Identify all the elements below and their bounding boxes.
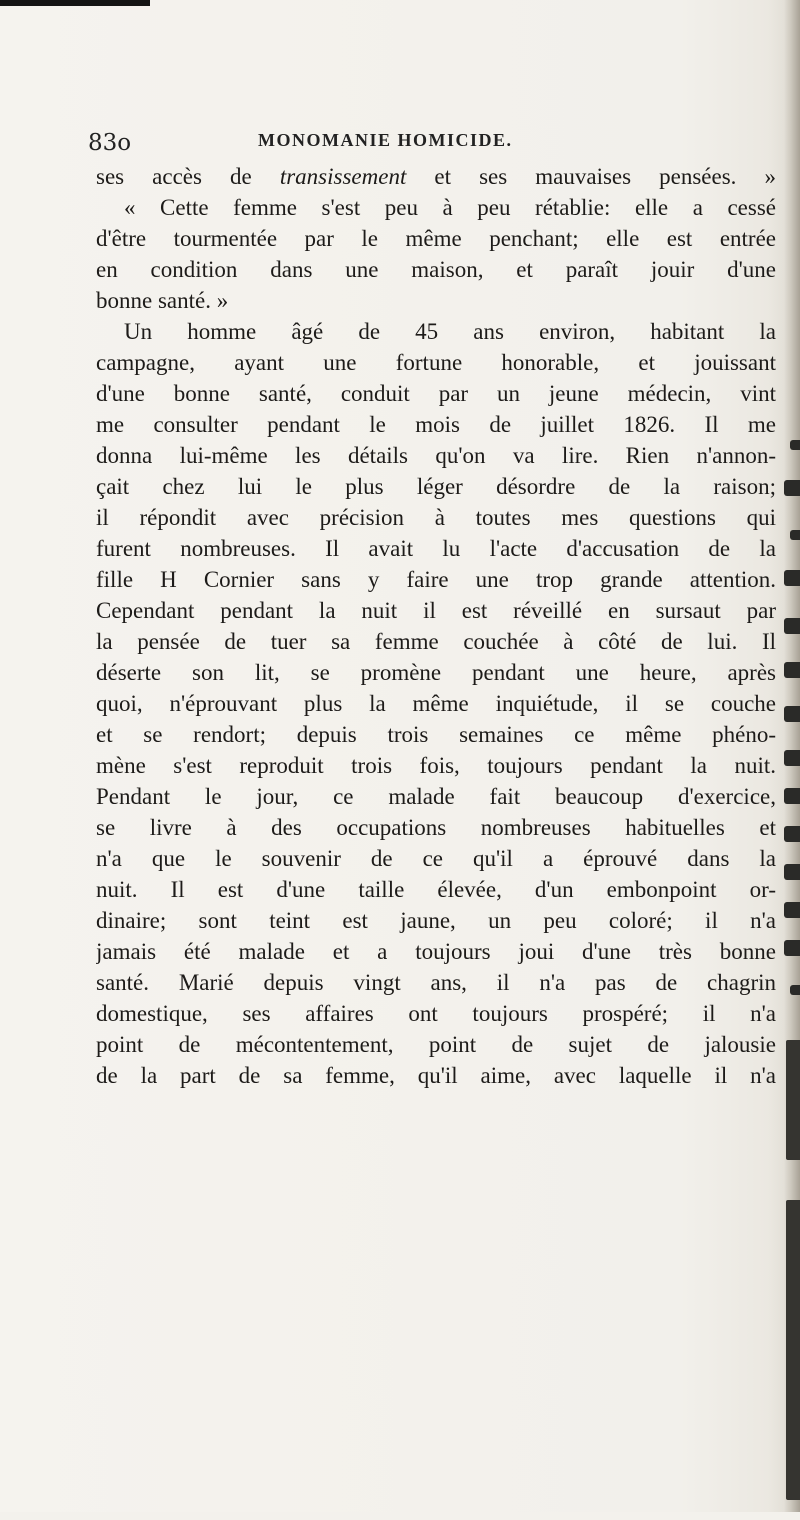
text-line: dinaire; sont teint est jaune, un peu coloré; il n'a xyxy=(96,908,776,933)
text-line: çait chez lui le plus léger désordre de la raison; xyxy=(96,474,776,499)
text-line: Pendant le jour, ce malade fait beaucoup d'exercice, xyxy=(96,784,776,809)
text-line: d'être tourmentée par le même penchant; elle est entrée xyxy=(96,226,776,251)
text-line: d'une bonne santé, conduit par un jeune médecin, vint xyxy=(96,381,776,406)
running-head: MONOMANIE HOMICIDE. xyxy=(258,130,513,150)
page-number: 83o xyxy=(88,130,132,156)
text-line: donna lui-même les détails qu'on va lire. Rien n'annon- xyxy=(96,443,776,468)
text-line: ses accès de transissement et ses mauvaises pensées. » xyxy=(96,164,776,189)
text-line: point de mécontentement, point de sujet de jalousie xyxy=(96,1032,776,1057)
text-line: fille H Cornier sans y faire une trop grande attention. xyxy=(96,567,776,592)
text-line: de la part de sa femme, qu'il aime, avec laquelle il n'a xyxy=(96,1063,776,1088)
text-line: nuit. Il est d'une taille élevée, d'un embonpoint or- xyxy=(96,877,776,902)
text-line: en condition dans une maison, et paraît jouir d'une xyxy=(96,257,776,282)
text-line: me consulter pendant le mois de juillet 1826. Il me xyxy=(96,412,776,437)
text-line: bonne santé. » xyxy=(96,288,229,313)
scan-edge-bar xyxy=(0,0,150,6)
text-line: se livre à des occupations nombreuses habituelles et xyxy=(96,815,776,840)
text-line: furent nombreuses. Il avait lu l'acte d'accusation de la xyxy=(96,536,776,561)
text-line: jamais été malade et a toujours joui d'une très bonne xyxy=(96,939,776,964)
text-line: santé. Marié depuis vingt ans, il n'a pas de chagrin xyxy=(96,970,776,995)
text-line: mène s'est reproduit trois fois, toujours pendant la nuit. xyxy=(96,753,776,778)
italic-term: transissement xyxy=(279,164,407,189)
text-line: la pensée de tuer sa femme couchée à côté de lui. Il xyxy=(96,629,776,654)
text-line: et se rendort; depuis trois semaines ce même phéno- xyxy=(96,722,776,747)
text-line: domestique, ses affaires ont toujours prospéré; il n'a xyxy=(96,1001,776,1026)
text-line: déserte son lit, se promène pendant une heure, après xyxy=(96,660,776,685)
page-header xyxy=(88,110,768,160)
text-line: « Cette femme s'est peu à peu rétablie: elle a cessé xyxy=(124,195,776,220)
text-line: campagne, ayant une fortune honorable, et jouissant xyxy=(96,350,776,375)
body-text xyxy=(96,161,776,1091)
text-line: quoi, n'éprouvant plus la même inquiétude, il se couche xyxy=(96,691,776,716)
text-line: Cependant pendant la nuit il est réveillé en sursaut par xyxy=(96,598,776,623)
text-line: n'a que le souvenir de ce qu'il a éprouvé dans la xyxy=(96,846,776,871)
text-line: il répondit avec précision à toutes mes questions qui xyxy=(96,505,776,530)
thumb-index-tabs xyxy=(778,440,800,1520)
text-line: Un homme âgé de 45 ans environ, habitant la xyxy=(124,319,776,344)
